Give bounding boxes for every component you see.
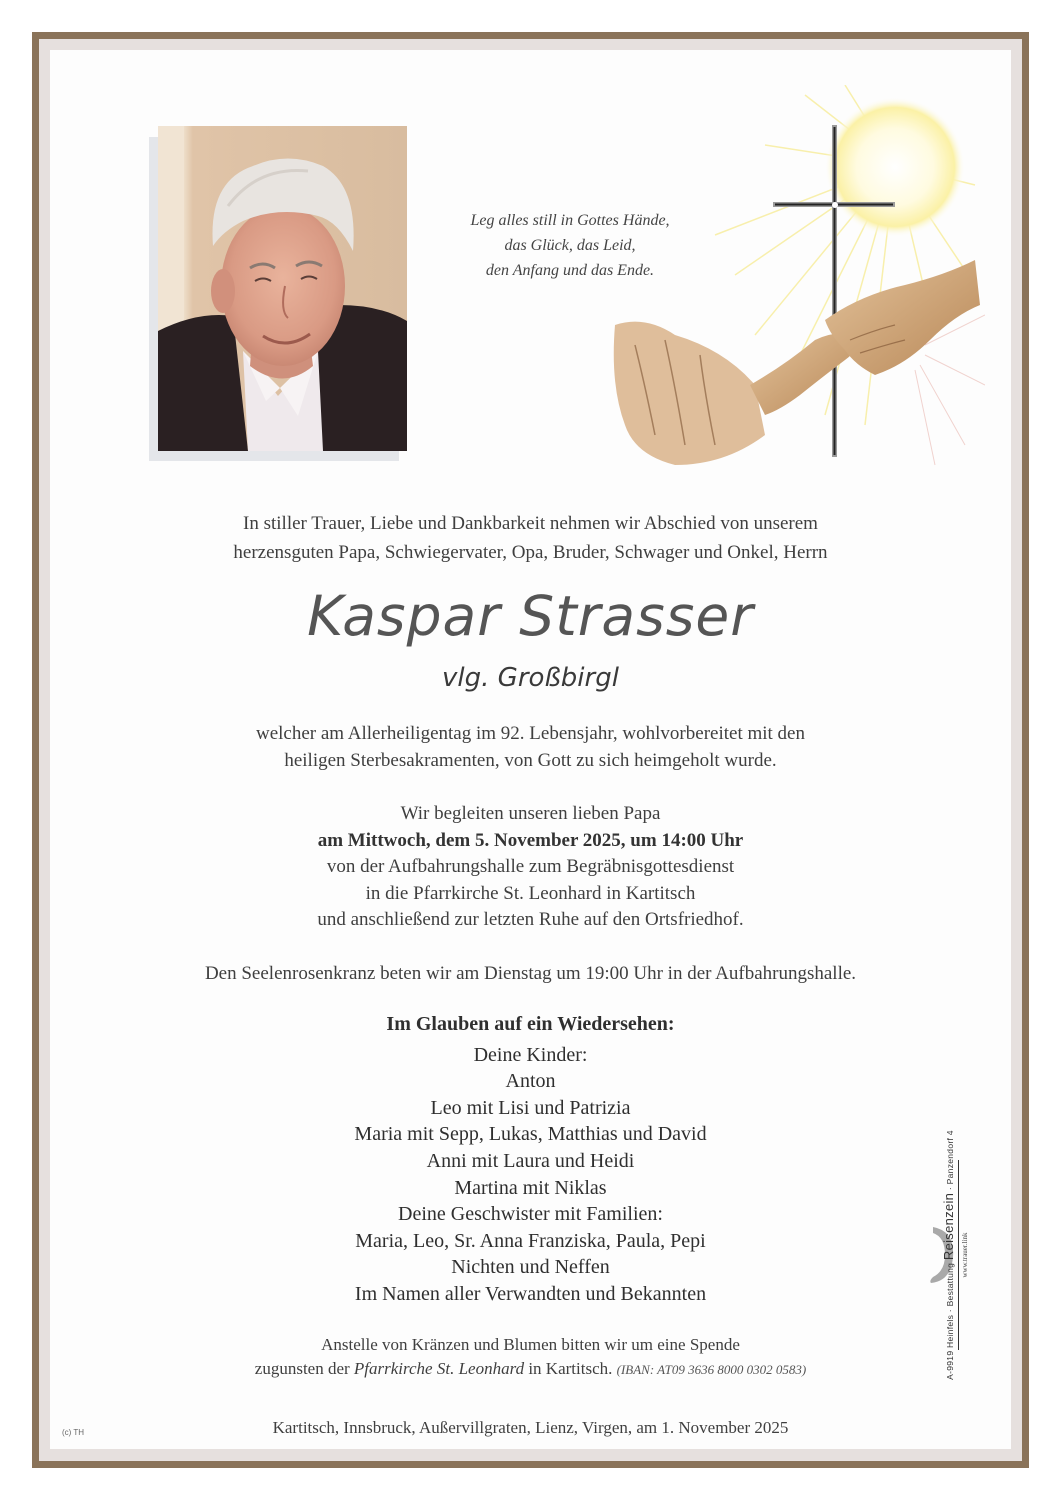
imprint-suffix: · Panzendorf 4	[945, 1130, 955, 1193]
portrait-icon	[158, 126, 407, 451]
intro-text	[50, 509, 1011, 567]
mourners-list	[50, 1011, 1011, 1308]
donation-prefix: zugunsten der	[254, 1359, 354, 1378]
donation-notice	[50, 1333, 1011, 1382]
mourner-line: Maria mit Sepp, Lukas, Matthias und David	[354, 1123, 707, 1146]
funeral-date: am Mittwoch, dem 5. November 2025, um 14:00 Uhr	[317, 829, 744, 851]
mourner-line: Deine Geschwister mit Familien:	[398, 1203, 663, 1226]
deceased-name: Kaspar Strasser	[307, 584, 754, 648]
imprint-brand: Reisenzein	[941, 1192, 956, 1261]
funeral-line: in die Pfarrkirche St. Leonhard in Kartitsch	[365, 882, 696, 904]
iban: (IBAN: AT09 3636 8000 0302 0583)	[616, 1362, 807, 1377]
verse-line: das Glück, das Leid,	[504, 237, 636, 254]
donation-suffix: in Kartitsch.	[524, 1359, 617, 1378]
donation-line-2	[50, 1357, 1011, 1382]
cross-with-hands-icon	[585, 85, 985, 525]
portrait-photo	[158, 126, 407, 451]
donation-recipient: Pfarrkirche St. Leonhard	[353, 1359, 525, 1378]
mourner-line: Nichten und Neffen	[451, 1256, 610, 1279]
intro-line: In stiller Trauer, Liebe und Dankbarkeit nehmen wir Abschied von unserem	[243, 513, 818, 534]
mourner-line: Leo mit Lisi und Patrizia	[430, 1096, 631, 1119]
imprint-divider	[958, 1160, 959, 1350]
mourner-line: Anton	[505, 1070, 556, 1093]
death-notice-line: welcher am Allerheiligentag im 92. Lebensjahr, wohlvorbereitet mit den	[255, 723, 805, 744]
funeral-line: von der Aufbahrungshalle zum Begräbnisgottesdienst	[326, 856, 735, 877]
place-and-date: Kartitsch, Innsbruck, Außervillgraten, Lienz, Virgen, am 1. November 2025	[272, 1418, 789, 1437]
mourner-line: Anni mit Laura und Heidi	[426, 1149, 635, 1172]
death-notice	[50, 720, 1011, 774]
donation-line: Anstelle von Kränzen und Blumen bitten wir um eine Spende	[321, 1335, 740, 1354]
deceased-alias: vlg. Großbirgl	[442, 663, 619, 693]
rosary-notice: Den Seelenrosenkranz beten wir am Dienstag um 19:00 Uhr in der Aufbahrungshalle.	[204, 963, 857, 984]
funeral-line: Wir begleiten unseren lieben Papa	[400, 803, 661, 824]
funeral-home-imprint	[925, 1085, 985, 1425]
funeral-line: und anschließend zur letzten Ruhe auf den Ortsfriedhof.	[317, 909, 744, 930]
mourner-line: Martina mit Niklas	[454, 1176, 607, 1199]
imprint-prefix: A-9919 Heinfels · Bestattung	[945, 1260, 955, 1380]
verse-line: den Anfang und das Ende.	[485, 262, 655, 279]
imprint-address	[941, 1085, 956, 1425]
mourner-line: Maria, Leo, Sr. Anna Franziska, Paula, Pepi	[355, 1229, 706, 1252]
verse-line: Leg alles still in Gottes Hände,	[470, 212, 670, 229]
death-notice-line: heiligen Sterbesakramenten, von Gott zu sich heimgeholt wurde.	[284, 750, 777, 771]
mourner-line: Deine Kinder:	[473, 1043, 588, 1066]
mourner-line: Im Namen aller Verwandten und Bekannten	[354, 1282, 707, 1305]
mourners-heading: Im Glauben auf ein Wiedersehen:	[386, 1013, 675, 1035]
intro-line: herzensguten Papa, Schwiegervater, Opa, Bruder, Schwager und Onkel, Herrn	[233, 542, 828, 563]
copyright-note: (c) TH	[62, 1428, 85, 1437]
imprint-url: www.trauer.link	[961, 1232, 969, 1278]
funeral-details	[50, 801, 1011, 934]
